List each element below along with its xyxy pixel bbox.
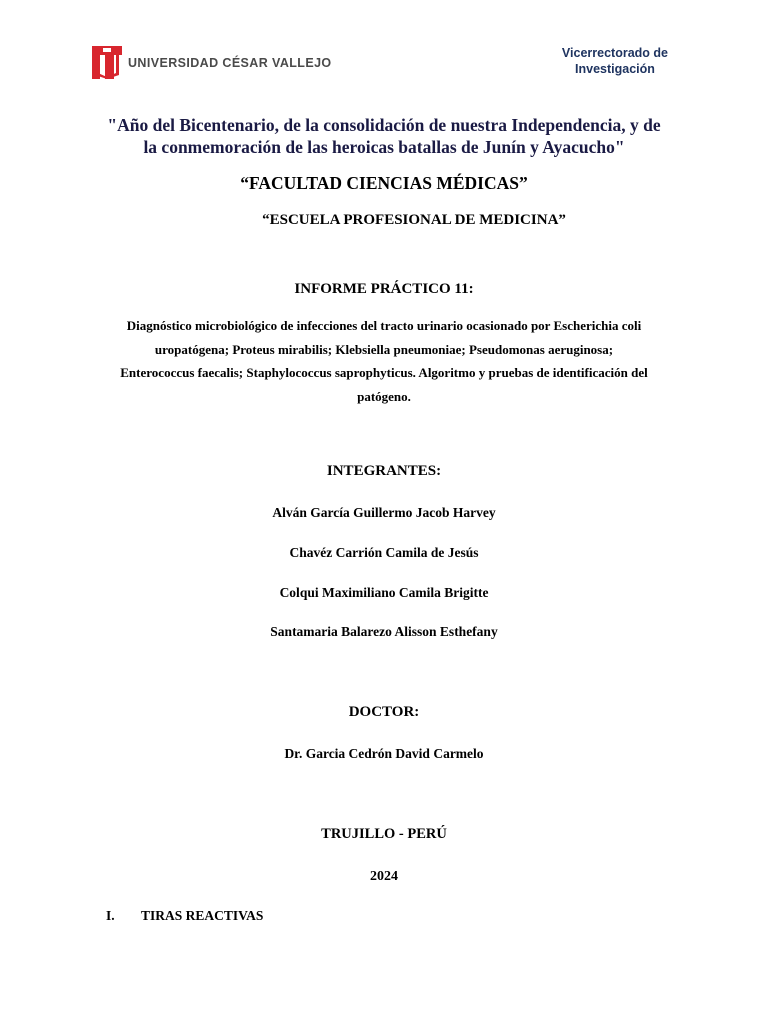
university-logo (92, 46, 332, 79)
motto-line2: la conmemoración de las heroicas batallas de Junín y Ayacucho" (143, 137, 625, 157)
faculty-title: “FACULTAD CIENCIAS MÉDICAS” (240, 173, 528, 193)
doctor-name: Dr. Garcia Cedrón David Carmelo (284, 746, 484, 761)
section-title: TIRAS REACTIVAS (141, 908, 264, 923)
subject-line3: Enterococcus faecalis; Staphylococcus saprophyticus. Algoritmo y pruebas de identificación del (120, 365, 648, 380)
vice-rectorate-label (562, 45, 668, 77)
report-subject (90, 314, 678, 408)
member-name: Santamaria Balarezo Alisson Esthefany (270, 624, 498, 639)
section-heading (106, 908, 263, 924)
doctor-heading: DOCTOR: (348, 704, 420, 720)
member-name: Chavéz Carrión Camila de Jesús (289, 545, 479, 560)
vice-rectorate-line2: Investigación (575, 62, 655, 76)
member-name: Colqui Maximiliano Camila Brigitte (279, 585, 489, 600)
school-title: “ESCUELA PROFESIONAL DE MEDICINA” (262, 212, 566, 228)
ucv-emblem-icon (92, 46, 122, 79)
section-number: I. (106, 908, 115, 923)
year: 2024 (370, 869, 398, 884)
subject-line4: patógeno. (357, 388, 411, 404)
motto-line1: "Año del Bicentenario, de la consolidación de nuestra Independencia, y de (107, 115, 661, 135)
city-country: TRUJILLO - PERÚ (321, 826, 447, 842)
motto (0, 114, 768, 158)
university-name: UNIVERSIDAD CÉSAR VALLEJO (128, 55, 332, 70)
subject-line1: Diagnóstico microbiológico de infecciones del tracto urinario ocasionado por Escherichia coli (126, 318, 642, 333)
subject-line2: uropatógena; Proteus mirabilis; Klebsiella pneumoniae; Pseudomonas aeruginosa; (154, 341, 614, 357)
report-title: INFORME PRÁCTICO 11: (294, 281, 474, 297)
member-name: Alván García Guillermo Jacob Harvey (272, 505, 496, 520)
vice-rectorate-line1: Vicerrectorado de (561, 46, 668, 60)
members-heading: INTEGRANTES: (326, 463, 442, 479)
page-header (0, 0, 768, 100)
